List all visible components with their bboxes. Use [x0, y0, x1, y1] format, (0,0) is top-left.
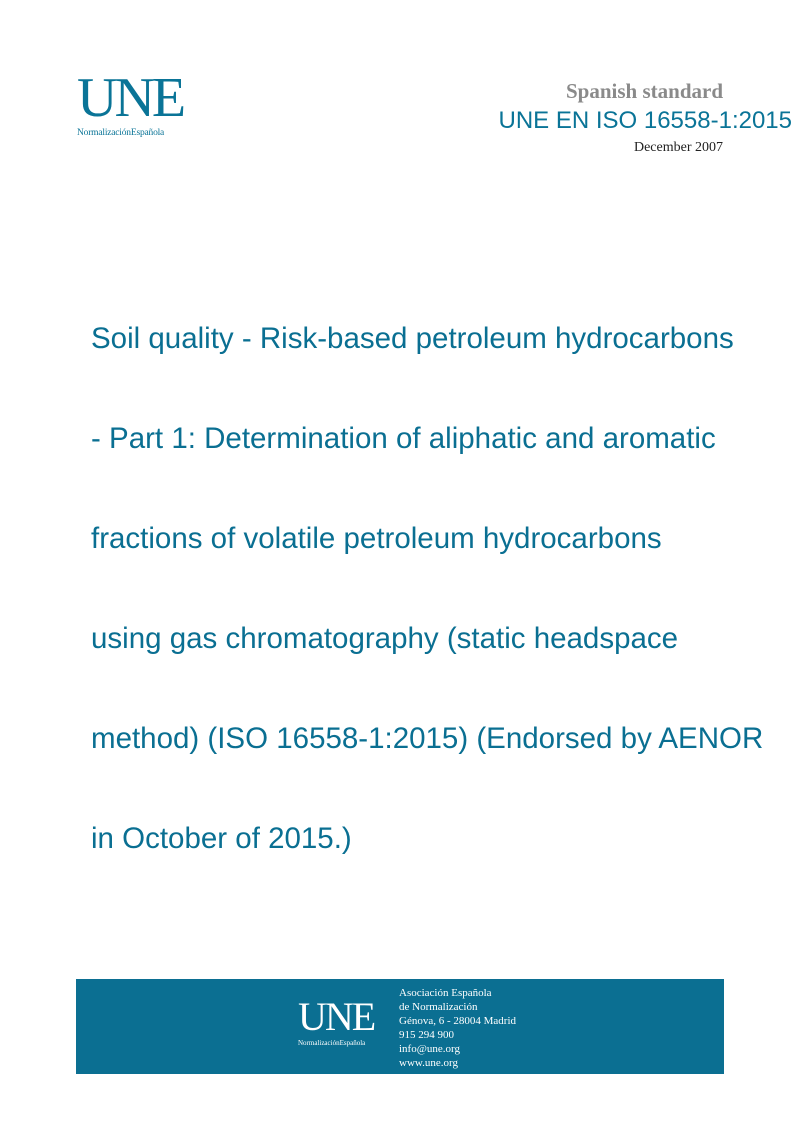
standard-label: Spanish standard: [566, 79, 723, 103]
title-line: - Part 1: Determination of aliphatic and aromatic: [91, 422, 716, 455]
footer-une-logo: [298, 994, 375, 1047]
standard-header: [380, 78, 800, 156]
footer-logo-subtitle: NormalizaciónEspañola: [298, 1039, 366, 1047]
standard-date: December 2007: [633, 140, 723, 155]
title-line: Soil quality - Risk-based petroleum hydrocarbons: [91, 322, 734, 355]
contact-phone: 915 294 900: [399, 1029, 454, 1041]
footer-logo-mark: UNE: [298, 994, 375, 1039]
contact-email[interactable]: info@une.org: [399, 1043, 460, 1055]
contact-organization: Asociación Española: [399, 987, 492, 999]
une-logo: [77, 67, 197, 138]
footer-banner: [76, 979, 724, 1074]
contact-website[interactable]: www.une.org: [399, 1057, 458, 1069]
title-line: in October of 2015.): [91, 822, 352, 855]
document-title: [91, 264, 800, 914]
title-line: fractions of volatile petroleum hydrocarbons: [91, 522, 662, 555]
title-line: method) (ISO 16558-1:2015) (Endorsed by AENOR: [91, 722, 764, 755]
footer-contact: [399, 986, 516, 1070]
standard-code: UNE EN ISO 16558-1:2015: [498, 107, 792, 134]
contact-organization-line2: de Normalización: [399, 1001, 478, 1013]
contact-address: Génova, 6 - 28004 Madrid: [399, 1015, 517, 1027]
une-logo-subtitle: NormalizaciónEspañola: [77, 128, 165, 138]
title-line: using gas chromatography (static headspace: [91, 622, 679, 655]
une-logo-mark: UNE: [77, 67, 184, 129]
